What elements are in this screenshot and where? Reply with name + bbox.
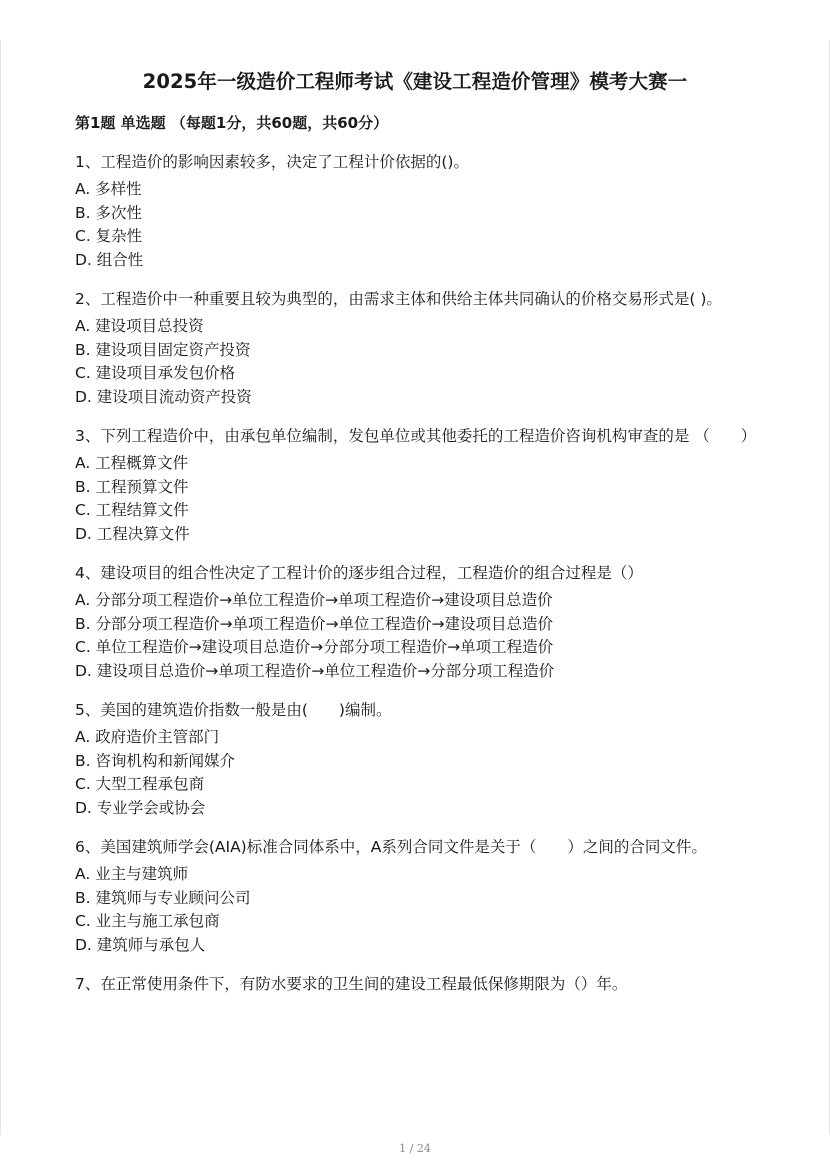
question-stem: 5、美国的建筑造价指数一般是由( )编制。	[75, 701, 392, 719]
answer-option: A. 业主与建筑师	[75, 865, 189, 883]
answer-option: A. 分部分项工程造价→单位工程造价→单项工程造价→建设项目总造价	[75, 591, 553, 609]
document-title: 2025年一级造价工程师考试《建设工程造价管理》模考大赛一	[142, 70, 688, 93]
page-border-left	[0, 40, 1, 1135]
answer-option: B. 多次性	[75, 203, 142, 222]
answer-option: D. 建设项目流动资产投资	[75, 387, 252, 406]
question-stem: 7、在正常使用条件下，有防水要求的卫生间的建设工程最低保修期限为（）年。	[75, 975, 628, 993]
question-block	[75, 151, 755, 272]
question-block	[75, 836, 755, 957]
answer-option: B. 分部分项工程造价→单项工程造价→单位工程造价→建设项目总造价	[75, 614, 553, 633]
answer-option: C. 大型工程承包商	[75, 775, 205, 793]
answer-option: D. 专业学会或协会	[75, 798, 206, 817]
question-stem: 4、建设项目的组合性决定了工程计价的逐步组合过程，工程造价的组合过程是（）	[75, 564, 643, 582]
question-stem: 3、下列工程造价中，由承包单位编制，发包单位或其他委托的工程造价咨询机构审查的是 （ ）	[75, 427, 757, 445]
answer-option: A. 工程概算文件	[75, 454, 189, 472]
question-block	[75, 562, 755, 683]
answer-option: B. 咨询机构和新闻媒介	[75, 751, 235, 770]
answer-option: C. 业主与施工承包商	[75, 912, 220, 930]
answer-option: B. 建筑师与专业顾问公司	[75, 888, 251, 907]
answer-option: A. 建设项目总投资	[75, 317, 204, 335]
answer-option: D. 建筑师与承包人	[75, 935, 206, 954]
question-block	[75, 973, 755, 996]
question-list	[75, 151, 755, 996]
answer-option: D. 组合性	[75, 250, 144, 269]
answer-option: A. 政府造价主管部门	[75, 728, 220, 746]
answer-option: A. 多样性	[75, 180, 142, 198]
answer-option: B. 工程预算文件	[75, 477, 189, 496]
section-heading: 第1题 单选题 （每题1分，共60题，共60分）	[75, 114, 389, 132]
question-block	[75, 699, 755, 820]
question-stem: 2、工程造价中一种重要且较为典型的，由需求主体和供给主体共同确认的价格交易形式是( )。	[75, 290, 722, 308]
answer-option: C. 工程结算文件	[75, 501, 189, 519]
answer-option: D. 工程决算文件	[75, 524, 190, 543]
page-content	[75, 68, 755, 1012]
question-block	[75, 425, 755, 546]
answer-option: B. 建设项目固定资产投资	[75, 340, 251, 359]
question-block	[75, 288, 755, 409]
page-indicator: 1 / 24	[399, 1142, 431, 1155]
answer-option: C. 单位工程造价→建设项目总造价→分部分项工程造价→单项工程造价	[75, 638, 554, 656]
question-stem: 1、工程造价的影响因素较多，决定了工程计价依据的()。	[75, 153, 469, 171]
answer-option: C. 建设项目承发包价格	[75, 364, 236, 382]
answer-option: C. 复杂性	[75, 227, 143, 245]
question-stem: 6、美国建筑师学会(AIA)标准合同体系中，A系列合同文件是关于（ ）之间的合同文件。	[75, 838, 707, 856]
answer-option: D. 建设项目总造价→单项工程造价→单位工程造价→分部分项工程造价	[75, 661, 555, 680]
